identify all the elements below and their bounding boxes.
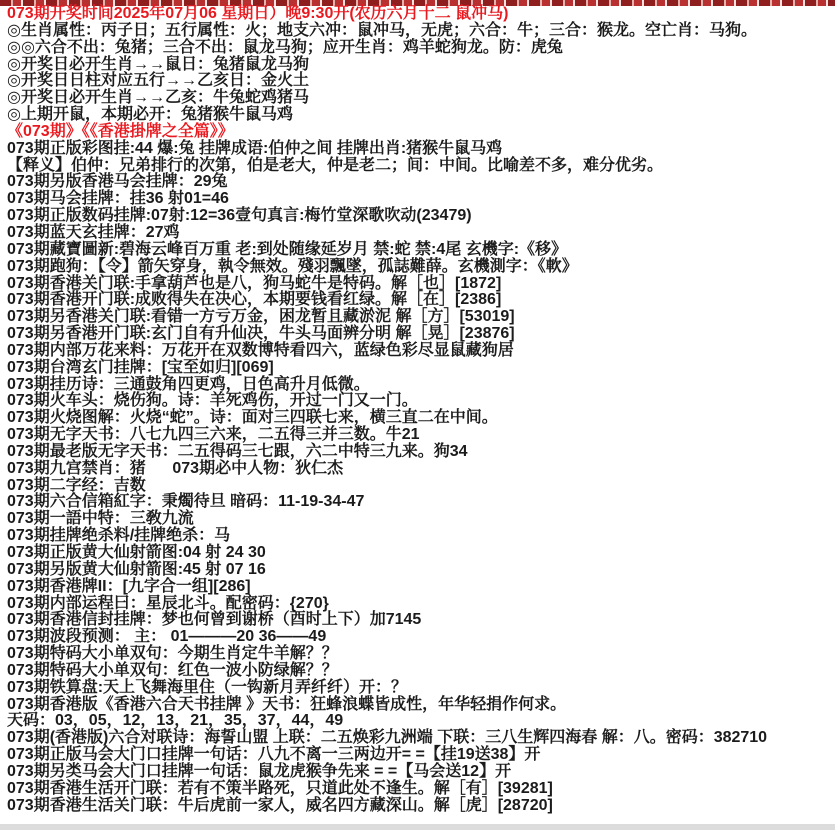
text-line-30: 073期六合信箱紅字：秉燭待旦 暗码：11-19-34-47	[7, 493, 365, 511]
text-line-10: 【释义】伯仲：兄弟排行的次第，伯是老大，仲是老二；间：中间。比喻差不多，难分优劣。	[7, 156, 664, 174]
text-line-15: 073期藏寶圖新:碧海云峰百万重 老:到处随缘延岁月 禁:蛇 禁:4尾 玄機字:《移》	[7, 240, 568, 258]
text-line-25: 073期火烧图解：火烧“蛇”。诗：面对三四联七来，横三直二在中间。	[7, 409, 498, 427]
text-line-31: 073期一語中特：三敎九流	[7, 510, 194, 528]
text-line-8: 《073期》《《香港掛牌之全篇》》	[7, 122, 234, 140]
text-line-18: 073期香港开门联:成败得失在决心，本期要钱看红绿。解［在］[2386]	[7, 291, 502, 309]
text-line-47: 073期香港生活开门联：若有不策半路死，只道此处不逢生。解［有］[39281]	[7, 779, 553, 797]
text-line-35: 073期香港牌II：[九字合一组][286]	[7, 577, 251, 595]
text-line-3: ◎◎六合不出：兔猪；三合不出：鼠龙马狗；应开生肖：鸡羊蛇狗龙。防：虎兔	[7, 38, 563, 56]
text-line-11: 073期另版香港马会挂牌：29兔	[7, 173, 228, 191]
text-line-19: 073期另香港关门联:看错一方亏万金，困龙暂且藏淤泥 解［方］[53019]	[7, 308, 515, 326]
text-line-39: 073期特码大小单双句：今期生肖定牛羊解？？	[7, 645, 338, 663]
text-line-46: 073期另类马会大门口挂牌一句话：鼠龙虎猴争先来 = =【马会送12】开	[7, 762, 512, 780]
text-line-44: 073期(香港版)六合对联诗：海誓山盟 上联：二五焕彩九洲端 下联：三八生辉四海春 解：八。密码：382710	[7, 729, 768, 747]
text-line-13: 073期正版数码挂牌:07射:12=36壹句真言:梅竹堂深歌吹动(23479)	[7, 207, 472, 225]
text-line-38: 073期波段预测： 主： 01———20 36——49	[7, 628, 327, 646]
text-line-5: ◎开奖日日柱对应五行→→乙亥日：金火土	[7, 72, 309, 90]
text-line-36: 073期内部运程曰：星辰北斗。配密码：{270}	[7, 594, 329, 612]
text-line-2: ◎生肖属性：丙子日；五行属性：火；地支六冲：鼠冲马，无虎；六合：牛；三合：猴龙。空亡肖：马狗。	[7, 21, 757, 39]
text-line-34: 073期另版黄大仙射箭图:45 射 07 16	[7, 560, 266, 578]
text-line-27: 073期最老版无字天书：二五得码三七跟，六二中特三九来。狗34	[7, 442, 468, 460]
text-line-9: 073期正版彩图挂:44 爆:兔 挂牌成语:伯仲之间 挂牌出肖:猪猴牛鼠马鸡	[7, 139, 503, 157]
text-line-23: 073期挂历诗：三通鼓角四更鸡，日色高升月低微。	[7, 375, 370, 393]
text-line-33: 073期正版黄大仙射箭图:04 射 24 30	[7, 544, 266, 561]
text-line-7: ◎上期开鼠，本期必开：兔猪猴牛鼠马鸡	[7, 106, 293, 124]
bottom-edge-bar	[0, 824, 835, 830]
text-line-4: ◎开奖日必开生肖→→鼠日：兔猪鼠龙马狗	[7, 55, 309, 73]
text-line-1: 073期开奖时间2025年07月06 星期日）晚9:30开(农历六月十二 鼠冲马)	[7, 5, 509, 22]
text-line-29: 073期二字经：吉数	[7, 476, 146, 494]
text-line-48: 073期香港生活关门联：牛后虎前一家人，威名四方藏深山。解［虎］[28720]	[7, 796, 553, 814]
text-line-32: 073期挂牌绝杀料/挂牌绝杀：马	[7, 527, 231, 545]
text-line-17: 073期香港关门联:手拿葫芦也是八，狗马蛇牛是特码。解［也］[1872]	[7, 274, 502, 292]
text-line-12: 073期马会挂牌：挂36 射01=46	[7, 190, 229, 208]
text-line-40: 073期特码大小单双句：红色一波小防绿解？？	[7, 661, 338, 679]
text-line-41: 073期铁算盘:天上飞舞海里住（一钩新月弄纤纤）开：？	[7, 678, 408, 696]
text-line-26: 073期无字天书：八七九四三六来，二五得三并三数。牛21	[7, 426, 420, 444]
text-line-6: ◎开奖日必开生肖→→乙亥：牛兔蛇鸡猪马	[7, 89, 309, 107]
text-line-14: 073期蓝天玄挂牌：27鸡	[7, 223, 180, 241]
content-lines	[7, 6, 835, 815]
text-line-21: 073期内部万花来料：万花开在双数博特看四六，蓝绿色彩尽显鼠藏狗居	[7, 341, 514, 359]
text-line-42: 073期香港版《香港六合天书挂牌 》天书：狂蜂浪蝶皆成性，年华轻捐作何求。	[7, 695, 567, 713]
text-line-20: 073期另香港开门联:玄门自有升仙决，牛头马面辨分明 解［晃］[23876]	[7, 325, 515, 343]
text-line-43: 天码：03，05，12，13，21，35，37，44，49	[7, 712, 344, 730]
text-line-24: 073期火车头：烧伤狗。诗：羊死鸡伤，开过一门又一门。	[7, 392, 418, 410]
text-line-16: 073期跑狗：【令】箭矢穿身，執令無效。殘羽飄墜，孤誌難薛。玄機測字：《軟》	[7, 257, 578, 275]
text-line-28: 073期九宫禁肖：猪 073期必中人物：狄仁杰	[7, 459, 344, 477]
text-line-22: 073期台湾玄门挂牌：[宝至如归][069]	[7, 358, 274, 376]
text-line-37: 073期香港信封挂牌：梦也何曾到谢桥（酉时上下）加7145	[7, 611, 422, 629]
text-line-45: 073期正版马会大门口挂牌一句话：八九不离一三两边开= =【挂19送38】开	[7, 746, 541, 764]
